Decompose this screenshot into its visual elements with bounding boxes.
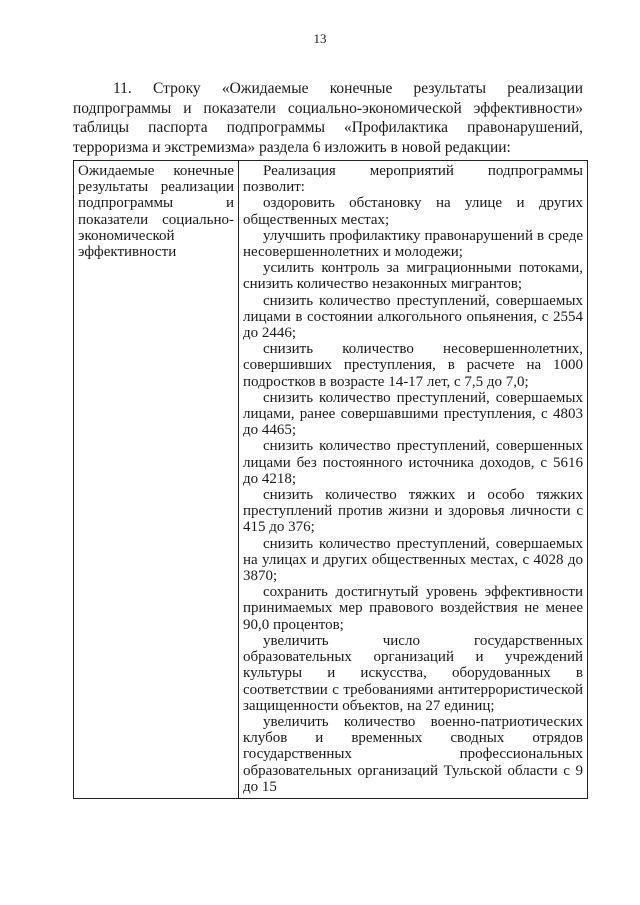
- passport-table: [73, 160, 588, 799]
- result-paragraph: сохранить достигнутый уровень эффективности принимаемых мер правового воздействия не менее 90,0 процентов;: [243, 584, 583, 633]
- result-paragraph: увеличить количество военно-патриотических клубов и временных сводных отрядов государственных профессиональных образовательных организаций Тульской области с 9 до 15: [243, 713, 583, 795]
- left-cell-text: Ожидаемые конечные результаты реализации подпрограммы и показатели социально-экономической эффективности: [78, 163, 234, 261]
- result-paragraph: улучшить профилактику правонарушений в среде несовершеннолетних и молодежи;: [243, 227, 583, 261]
- result-paragraph: снизить количество преступлений, совершаемых на улицах и других общественных местах, с 4028 до 3870;: [243, 535, 583, 585]
- page-number: 13: [313, 31, 327, 46]
- intro-paragraph: 11. Строку «Ожидаемые конечные результаты реализации подпрограммы и показатели социально-экономической эффективности» таблицы паспорта подпрограммы «Профилактика правонарушений, терроризма и экстремизма» раздела 6 изложить в новой редакции:: [73, 80, 583, 156]
- result-paragraph: снизить количество несовершеннолетних, совершивших преступления, в расчете на 1000 подростков в возрасте 14-17 лет, с 7,5 до 7,0;: [243, 341, 583, 390]
- result-paragraph: снизить количество преступлений, совершаемых лицами в состоянии алкогольного опьянения, с 2554 до 2446;: [243, 292, 583, 342]
- result-paragraph: снизить количество тяжких и особо тяжких преступлений против жизни и здоровья личности с 415 до 376;: [243, 487, 583, 536]
- result-paragraph: усилить контроль за миграционными потоками, снизить количество незаконных мигрантов;: [243, 260, 583, 293]
- result-paragraph: снизить количество преступлений, совершаемых лицами, ранее совершавшими преступления, с 4803 до 4465;: [243, 389, 583, 439]
- table-row: [74, 161, 588, 799]
- result-paragraph: увеличить число государственных образовательных организаций и учреждений культуры и искусства, оборудованных в соответствии с требованиями антитеррористической защищенности объектов, на 27 единиц;: [243, 632, 583, 714]
- result-paragraph: оздоровить обстановку на улице и других общественных местах;: [243, 195, 583, 228]
- table-cell-right: [239, 161, 588, 799]
- table-cell-left: [74, 161, 239, 799]
- result-paragraph: снизить количество преступлений, совершенных лицами без постоянного источника доходов, с 5616 до 4218;: [243, 438, 583, 487]
- result-paragraph: Реализация мероприятий подпрограммы позволит:: [243, 163, 583, 196]
